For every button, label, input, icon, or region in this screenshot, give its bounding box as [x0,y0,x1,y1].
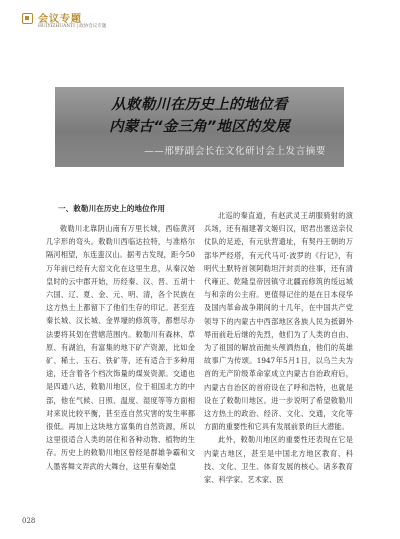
article-left-column [46,203,195,473]
section-heading: 一、敕勒川在历史上的地位作用 [58,204,166,213]
article-title-line-2: 内蒙古“金三角”地区的发展 [109,119,290,135]
article-subtitle: ——邢野副会长在文化研讨会上发言摘要 [144,146,326,157]
body-paragraph: 北巡的秦直道，有赵武灵王胡服骑射的演兵场，还有福建著文姬归汉，昭君出塞送亲仪仗队的足迹，有元驮营遗址，有契丹王朝的万部华严经塔，有元代马可·波罗的《行记》，有明代土默特首领阿勒坦汗封贡的往事，还有清代雍正、乾隆皇帝因镇守北疆而修筑的绥远城与和亲的公主府。更值得记住的是在日本侵华及国内革命战争期间的十几年，在中国共产党领导下的内蒙古中西部地区各族人民为抵御外辱而前赴后继的先烈，他们为了人类的自由、为了祖国的解放而抛头颅洒热血，他们的英雄故事广为传颂。1947年5月1日，以乌兰夫为首的无产阶级革命家成立内蒙古自治政府后，内蒙古自治区的首府设在了呼和浩特，也就是设在了敕勒川地区。进一步说明了希望敕勒川这方热土的政治、经济、文化、交通，文化等方面的重要性和它具有发展前景的巨大潜能。 [204,211,353,432]
article-right-column [204,209,353,486]
column-subtitle: HUIYIZHUANTI | 政协会议专题 [38,24,107,29]
page-header [22,8,222,34]
body-paragraph: 敕勒川北靠阴山南有万里长城，西临黄河几字形的弯头。敕勒川西临达拉特，与准格尔隔河相望，东连蛮汉山。据考古发现，距今50万年前已经有大窑文化在这里生息，从秦汉始皇时的云中郡开始，历经秦、汉、晋、五胡十六国、辽、夏、金、元、明、清，各个民族在这方热土上都留下了他们生存的印记。甚至连秦长城、汉长城、金界壕的修筑等，都想尽办法要将其划在营辖范围内。敕勒川有森林、草原、有湖泊，有富集的地下矿产资源，比如金矿、稀土、玉石、铁矿等，还有适合于多种用途，还含着各个档次饰量的煤炭资源。交通也是四通八达，敕勒川地区，位于祖国北方的中部，他在气候、日照、温度、湿度等等方面相对来说比较平衡，甚至连自然灾害的发生率都很低。再加上这块地方富集的自然资源，所以这里很适合人类的居住和各种动物、植物的生存。历史上的敕勒川地区曾经是群雄争霸和文人墨客舞文弄武的大舞台，这里有秦始皇 [46,224,195,471]
article-title-banner [55,87,344,167]
article-title-line-1: 从敕勒川在历史上的地位看 [111,97,288,113]
column-title: 会议专题 [38,14,82,25]
body-paragraph: 此外，敕勒川地区的重要性还表现在它是内蒙古地区，甚至是中国北方地区教育、科技、文化、卫生、体育发展的核心。诸多教育家、科学家、艺术家、医 [204,435,353,485]
column-logo-icon [22,13,33,24]
page-number: 028 [22,517,36,525]
